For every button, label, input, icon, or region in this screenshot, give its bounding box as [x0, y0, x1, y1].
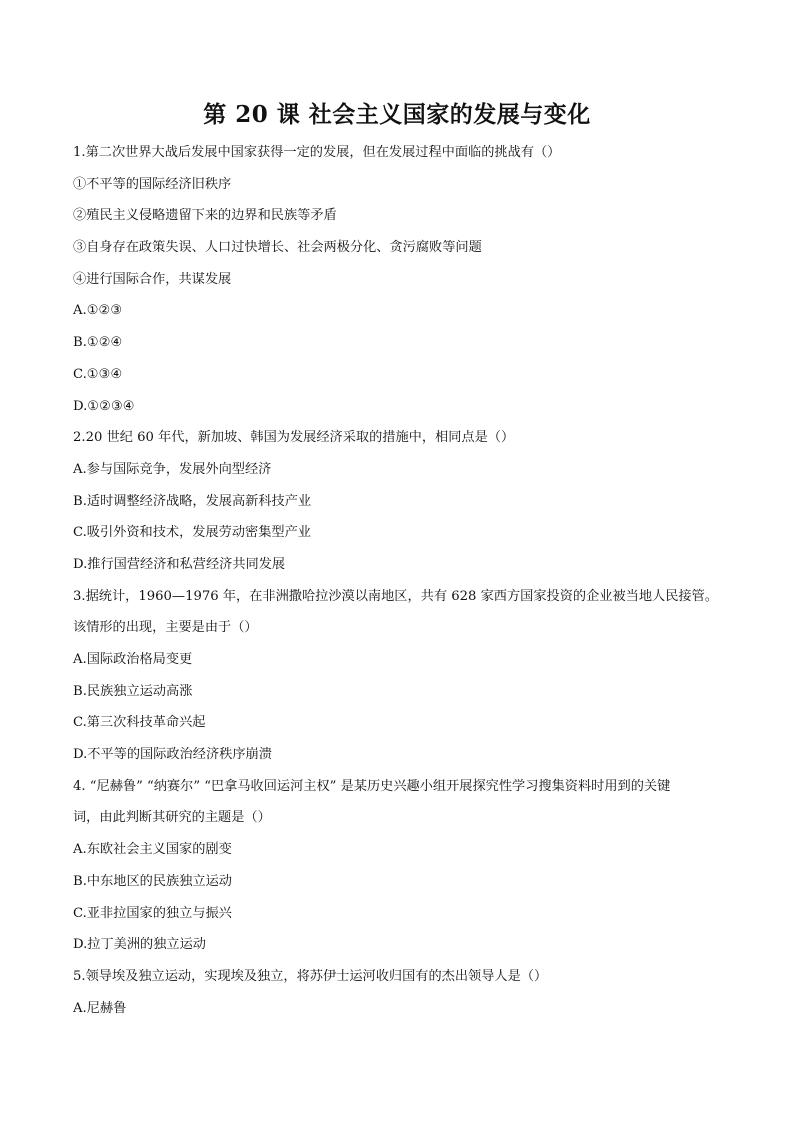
answer-option: D.拉丁美洲的独立运动: [73, 937, 206, 953]
answer-option: A.参与国际竞争，发展外向型经济: [73, 461, 272, 477]
statement-item: ③自身存在政策失误、人口过快增长、社会两极分化、贪污腐败等问题: [73, 240, 482, 256]
answer-option: B.中东地区的民族独立运动: [73, 873, 232, 889]
answer-option: C.亚非拉国家的独立与振兴: [73, 905, 232, 921]
page-title: 第 20 课 社会主义国家的发展与变化: [203, 101, 591, 128]
question-stem: 3.据统计，1960—1976 年，在非洲撒哈拉沙漠以南地区，共有 628 家西方国家投资的企业被当地人民接管。: [73, 588, 718, 604]
answer-option: A.东欧社会主义国家的剧变: [73, 842, 232, 858]
question-stem: 4. “尼赫鲁” “纳赛尔” “巴拿马收回运河主权” 是某历史兴趣小组开展探究性学习搜集资料时用到的关键: [73, 778, 671, 794]
statement-item: ②殖民主义侵略遗留下来的边界和民族等矛盾: [73, 208, 337, 224]
answer-option: B.民族独立运动高涨: [73, 683, 193, 699]
statement-item: ④进行国际合作，共谋发展: [73, 271, 232, 287]
answer-option: A.①②③: [73, 303, 123, 319]
question-stem: 2.20 世纪 60 年代，新加坡、韩国为发展经济采取的措施中，相同点是（）: [73, 430, 515, 446]
question-stem: 1.第二次世界大战后发展中国家获得一定的发展，但在发展过程中面临的挑战有（）: [73, 145, 561, 160]
question-list: [73, 143, 733, 1030]
question-stem-continuation: 该情形的出现，主要是由于（）: [73, 620, 258, 636]
answer-option: A.国际政治格局变更: [73, 652, 193, 667]
answer-option: C.第三次科技革命兴起: [73, 715, 206, 731]
answer-option: B.①②④: [73, 335, 123, 351]
answer-option: D.①②③④: [73, 398, 135, 414]
question-stem-continuation: 词，由此判断其研究的主题是（）: [73, 810, 271, 826]
answer-option: D.不平等的国际政治经济秩序崩溃: [73, 747, 272, 763]
answer-option: D.推行国营经济和私营经济共同发展: [73, 556, 286, 572]
answer-option: C.吸引外资和技术，发展劳动密集型产业: [73, 525, 311, 541]
answer-option: B.适时调整经济战略，发展高新科技产业: [73, 493, 312, 509]
answer-option: C.①③④: [73, 366, 123, 382]
question-stem: 5.领导埃及独立运动，实现埃及独立，将苏伊士运河收归国有的杰出领导人是（）: [73, 968, 548, 984]
answer-option: A.尼赫鲁: [73, 1000, 127, 1016]
statement-item: ①不平等的国际经济旧秩序: [73, 176, 232, 192]
